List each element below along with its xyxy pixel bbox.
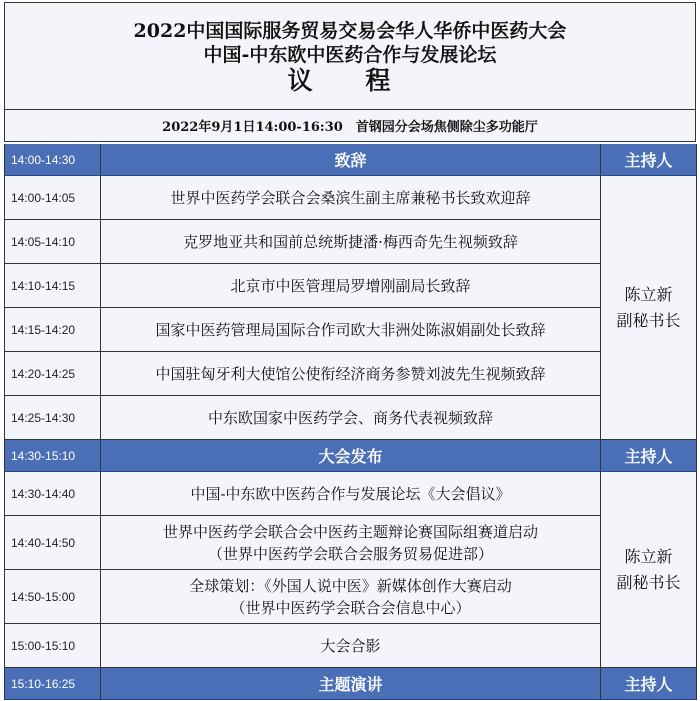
item-time: 15:00-15:10: [5, 624, 101, 668]
agenda-table: [4, 144, 696, 700]
section-time: 14:00-14:30: [5, 144, 101, 176]
item-time: 14:20-14:25: [5, 352, 101, 396]
section-time: 14:30-15:10: [5, 440, 101, 472]
item-time: 14:25-14:30: [5, 396, 101, 440]
item-time: 14:40-14:50: [5, 516, 101, 570]
item-description: 中国-中东欧中医药合作与发展论坛《大会倡议》: [101, 472, 601, 516]
item-time: 14:15-14:20: [5, 308, 101, 352]
agenda-heading: 议 程: [287, 66, 413, 95]
item-time: 14:10-14:15: [5, 264, 101, 308]
forum-title: 中国-中东欧中医药合作与发展论坛: [203, 44, 497, 66]
section-time: 15:10-16:25: [5, 668, 101, 700]
host-name: 陈立新 副秘书长: [601, 176, 697, 440]
item-time: 14:50-15:00: [5, 570, 101, 624]
host-name: 陈立新 副秘书长: [601, 472, 697, 668]
item-description: 国家中医药管理局国际合作司欧大非洲处陈淑娟副处长致辞: [101, 308, 601, 352]
item-description: 北京市中医管理局罗增刚副局长致辞: [101, 264, 601, 308]
item-time: 14:05-14:10: [5, 220, 101, 264]
item-description: 克罗地亚共和国前总统斯捷潘·梅西奇先生视频致辞: [101, 220, 601, 264]
section-title: 主题演讲: [101, 668, 601, 700]
item-description: 全球策划：《外国人说中医》新媒体创作大赛启动 （世界中医药学会联合会信息中心）: [101, 570, 601, 624]
host-header: 主持人: [601, 668, 697, 700]
item-description: 中东欧国家中医药学会、商务代表视频致辞: [101, 396, 601, 440]
item-description: 大会合影: [101, 624, 601, 668]
item-time: 14:00-14:05: [5, 176, 101, 220]
item-time: 14:30-14:40: [5, 472, 101, 516]
item-description: 中国驻匈牙利大使馆公使衔经济商务参赞刘波先生视频致辞: [101, 352, 601, 396]
event-title: 2022中国国际服务贸易交易会华人华侨中医药大会: [133, 20, 567, 42]
section-title: 大会发布: [101, 440, 601, 472]
agenda-title-block: [4, 2, 696, 110]
date-venue-row: 2022年9月1日14:00-16:30 首钢园分会场焦侧除尘多功能厅: [4, 110, 696, 142]
section-title: 致辞: [101, 144, 601, 176]
host-header: 主持人: [601, 440, 697, 472]
host-header: 主持人: [601, 144, 697, 176]
item-description: 世界中医药学会联合会桑滨生副主席兼秘书长致欢迎辞: [101, 176, 601, 220]
item-description: 世界中医药学会联合会中医药主题辩论赛国际组赛道启动 （世界中医药学会联合会服务贸易促进部）: [101, 516, 601, 570]
